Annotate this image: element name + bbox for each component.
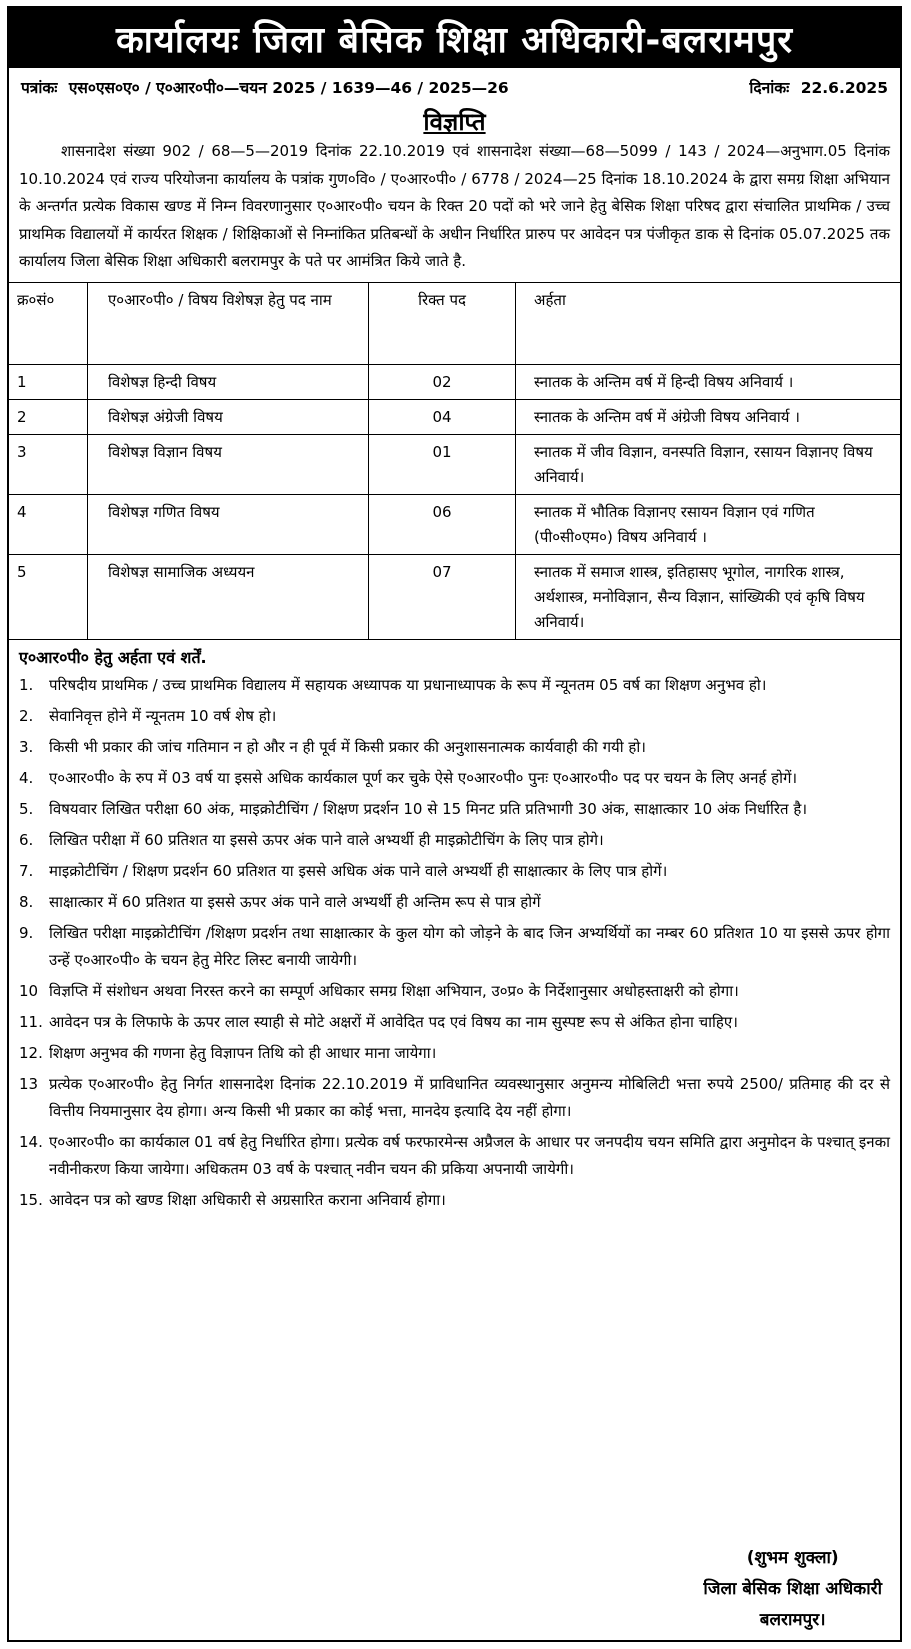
condition-item [19,827,890,854]
condition-item [19,978,890,1005]
cell-serial: 2 [9,399,88,434]
table-row [9,494,900,554]
condition-item [19,734,890,761]
conditions-title: ए०आर०पी० हेतु अर्हता एवं शर्तें. [19,647,207,667]
signature-block [703,1543,882,1636]
condition-number: 13 [19,1074,39,1093]
cell-qualification: स्नातक में समाज शास्त्र, इतिहासए भूगोल, नागरिक शास्त्र, अर्थशास्त्र, मनोविज्ञान, सैन्य विज्ञान, सांख्यिकी एवं कृषि विषय अनिवार्य। [516,554,901,639]
condition-text: सेवानिवृत्त होने में न्यूनतम 10 वर्ष शेष हो। [49,706,277,725]
table-row [9,364,900,399]
cell-serial: 5 [9,554,88,639]
notice-intro-paragraph: शासनादेश संख्या 902 / 68—5—2019 दिनांक 22.10.2019 एवं शासनादेश संख्या—68—5099 / 143 / 2024—अनुभाग.05 दिनांक 10.10.2024 एवं राज्य परियोजना कार्यालय के पत्रांक गुण०वि० / ए०आर०पी० / 6778 / 2024—25 दिनांक 18.10.2024 के द्वारा समग्र शिक्षा अभियान के अन्तर्गत प्रत्येक विकास खण्ड में निम्न विवरणानुसार ए०आर०पी० चयन के रिक्त 20 पदों को भरे जाने हेतु बेसिक शिक्षा परिषद द्वारा संचालित प्राथमिक / उच्च प्राथमिक विद्यालयों में कार्यरत शिक्षक / शिक्षिकाओं से निम्नांकित प्रतिबन्धों के अधीन निर्धारित प्रारुप पर आवेदन पत्र पंजीकृत डाक से दिनांक 05.07.2025 तक कार्यालय जिला बेसिक शिक्षा अधिकारी बलरामपुर के पते पर आमंत्रित किये जाते है. [19,142,890,270]
table-row [9,399,900,434]
condition-item [19,1071,890,1125]
cell-qualification: स्नातक में भौतिक विज्ञानए रसायन विज्ञान एवं गणित (पी०सी०एम०) विषय अनिवार्य । [516,494,901,554]
condition-number: 15. [19,1190,43,1209]
cell-post: विशेषज्ञ सामाजिक अध्ययन [88,554,369,639]
condition-text: आवेदन पत्र को खण्ड शिक्षा अधिकारी से अग्रसारित कराना अनिवार्य होगा। [49,1190,446,1209]
cell-post: विशेषज्ञ अंग्रेजी विषय [88,399,369,434]
condition-text: शिक्षण अनुभव की गणना हेतु विज्ञापन तिथि को ही आधार माना जायेगा। [49,1043,437,1062]
signatory-designation: जिला बेसिक शिक्षा अधिकारी [703,1579,882,1599]
condition-item [19,703,890,730]
cell-serial: 3 [9,434,88,494]
cell-vacancy: 01 [369,434,516,494]
cell-qualification: स्नातक के अन्तिम वर्ष में अंग्रेजी विषय अनिवार्य । [516,399,901,434]
cell-qualification: स्नातक में जीव विज्ञान, वनस्पति विज्ञान, रसायन विज्ञानए विषय अनिवार्य। [516,434,901,494]
condition-text: किसी भी प्रकार की जांच गतिमान न हो और न ही पूर्व में किसी प्रकार की अनुशासनात्मक कार्यवाही की गयी हो। [49,737,646,756]
cell-serial: 4 [9,494,88,554]
header-qualification: अर्हता [516,282,901,364]
condition-number: 6. [19,830,34,849]
condition-number: 3. [19,737,34,756]
condition-text: परिषदीय प्राथमिक / उच्च प्राथमिक विद्यालय में सहायक अध्यापक या प्रधानाध्यापक के रूप में न्यूनतम 05 वर्ष का शिक्षण अनुभव हो। [49,675,767,694]
date-value: 22.6.2025 [800,79,888,97]
condition-number: 5. [19,799,34,818]
condition-number: 14. [19,1132,43,1151]
table-header-row [9,282,900,364]
condition-text: ए०आर०पी० का कार्यकाल 01 वर्ष हेतु निर्धारित होगा। प्रत्येक वर्ष फरफारमेन्स अप्रैजल के आधार पर जनपदीय चयन समिति द्वारा अनुमोदन के पश्चात् इनका नवीनीकरण किया जायेगा। अधिकतम 03 वर्ष के पश्चात् नवीन चयन की प्रकिया अपनायी जायेगी। [49,1132,890,1178]
letter-number-label: पत्रांकः [21,79,58,97]
condition-number: 10 [19,981,39,1000]
condition-item [19,672,890,699]
condition-item [19,920,890,974]
conditions-list [9,672,900,1214]
cell-qualification: स्नातक के अन्तिम वर्ष में हिन्दी विषय अनिवार्य । [516,364,901,399]
header-vacancy: रिक्त पद [369,282,516,364]
cell-vacancy: 02 [369,364,516,399]
header-serial: क्र०सं० [9,282,88,364]
condition-text: माइक्रोटीचिंग / शिक्षण प्रदर्शन 60 प्रतिशत या इससे अधिक अंक पाने वाले अभ्यर्थी ही साक्षात्कार के लिए पात्र होगें। [49,861,668,880]
office-title: कार्यालयः जिला बेसिक शिक्षा अधिकारी-बलरामपुर [115,19,794,61]
condition-item [19,1009,890,1036]
cell-vacancy: 06 [369,494,516,554]
condition-number: 7. [19,861,34,880]
signatory-name: (शुभम शुक्ला) [746,1548,839,1568]
condition-number: 2. [19,706,34,725]
vacancy-table [9,282,900,640]
office-header [9,8,900,68]
condition-text: लिखित परीक्षा माइक्रोटीचिंग /शिक्षण प्रदर्शन तथा साक्षात्कार के कुल योग को जोड़ने के बाद जिन अभ्यर्थियों का नम्बर 60 प्रतिशत 10 या इससे ऊपर होगा उन्हें ए०आर०पी० के चयन हेतु मेरिट लिस्ट बनायी जायेगी। [49,923,890,969]
letter-number: एस०एस०ए० / ए०आर०पी०—चयन 2025 / 1639—46 / 2025—26 [68,79,509,97]
condition-text: विषयवार लिखित परीक्षा 60 अंक, माइक्रोटीचिंग / शिक्षण प्रदर्शन 10 से 15 मिनट प्रति प्रतिभागी 30 अंक, साक्षात्कार 10 अंक निर्धारित है। [49,799,808,818]
condition-text: आवेदन पत्र के लिफाफे के ऊपर लाल स्याही से मोटे अक्षरों में आवेदित पद एवं विषय का नाम सुस्पष्ट रूप से अंकित होना चाहिए। [49,1012,738,1031]
condition-number: 12. [19,1043,43,1062]
condition-item [19,1040,890,1067]
reference-line [9,68,900,106]
cell-post: विशेषज्ञ गणित विषय [88,494,369,554]
notice-document [7,6,902,1642]
condition-item [19,1129,890,1183]
condition-number: 11. [19,1012,43,1031]
letter-date [749,76,888,98]
condition-number: 4. [19,768,34,787]
cell-post: विशेषज्ञ विज्ञान विषय [88,434,369,494]
condition-item [19,1187,890,1214]
condition-text: ए०आर०पी० के रुप में 03 वर्ष या इससे अधिक कार्यकाल पूर्ण कर चुके ऐसे ए०आर०पी० पुनः ए०आर०पी० पद पर चयन के लिए अनर्ह होगें। [49,768,798,787]
cell-post: विशेषज्ञ हिन्दी विषय [88,364,369,399]
header-post: ए०आर०पी० / विषय विशेषज्ञ हेतु पद नाम [88,282,369,364]
signatory-place: बलरामपुर। [759,1610,826,1630]
table-row [9,434,900,494]
condition-item [19,858,890,885]
cell-vacancy: 07 [369,554,516,639]
table-row [9,554,900,639]
condition-item [19,796,890,823]
cell-serial: 1 [9,364,88,399]
condition-number: 9. [19,923,34,942]
condition-number: 8. [19,892,34,911]
condition-text: साक्षात्कार में 60 प्रतिशत या इससे ऊपर अंक पाने वाले अभ्यर्थी ही अन्तिम रूप से पात्र होगें [49,892,541,911]
letter-reference [21,76,509,98]
cell-vacancy: 04 [369,399,516,434]
date-label: दिनांकः [749,79,790,97]
condition-number: 1. [19,675,34,694]
condition-text: लिखित परीक्षा में 60 प्रतिशत या इससे ऊपर अंक पाने वाले अभ्यर्थी ही माइक्रोटीचिंग के लिए पात्र होगे। [49,830,604,849]
condition-item [19,889,890,916]
condition-text: प्रत्येक ए०आर०पी० हेतु निर्गत शासनादेश दिनांक 22.10.2019 में प्राविधानित व्यवस्थानुसार अनुमन्य मोबिलिटी भत्ता रुपये 2500/ प्रतिमाह की दर से वित्तीय नियमानुसार देय होगा। अन्य किसी भी प्रकार का कोई भत्ता, मानदेय इत्यादि देय नहीं होगा। [49,1074,890,1120]
condition-text: विज्ञप्ति में संशोधन अथवा निरस्त करने का सम्पूर्ण अधिकार समग्र शिक्षा अभियान, उ०प्र० के निर्देशानुसार अधोहस्ताक्षरी को होगा। [49,981,739,1000]
condition-item [19,765,890,792]
notice-title: विज्ञप्ति [423,108,486,136]
